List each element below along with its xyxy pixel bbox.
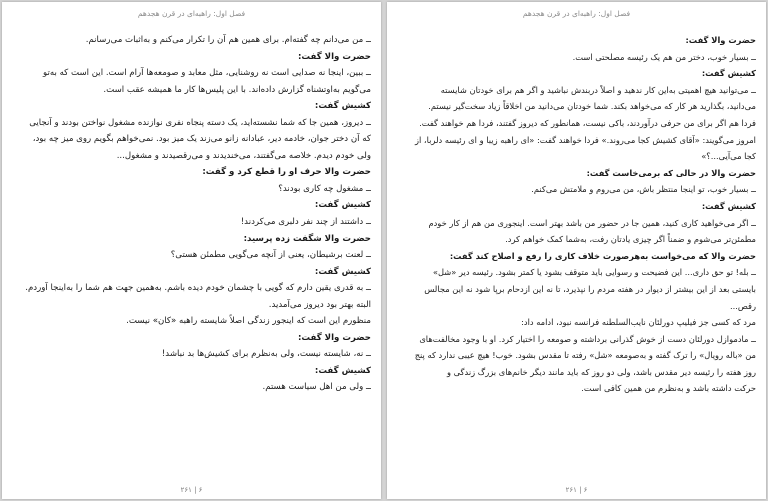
right-page xyxy=(387,2,766,499)
text-line: ــ به قدری یقین دارم که گویی با چشمان خودم دیده باشم. به‌همین جهت هم شما را به‌اینجا آوردم. xyxy=(25,283,371,294)
text-line: که آن دختر جوان، خادمه دیر، عبادانه زانو می‌زند یک میز بود. نمی‌خواهم بگویم روی میز چه بود، xyxy=(32,134,371,145)
text-line: ــ لعنت برشیطان، یعنی از آنچه می‌گویی مطمئن هستی؟ xyxy=(170,250,371,261)
page-number: ۶ | ۲۶۱ xyxy=(180,486,203,494)
page-number: ۶ | ۲۶۱ xyxy=(565,486,588,494)
text-line: ــ ببین، اینجا نه صدایی است نه روشنایی، مثل معابد و صومعه‌ها آرام است. این است که به‌تو xyxy=(43,68,371,79)
text-line: ــ من می‌دانم چه گفته‌ام. برای همین هم آن را تکرار می‌کنم و به‌اثبات می‌رسانم. xyxy=(85,35,371,45)
text-line: ــ بله! تو حق داری... این فضیحت و رسوایی باید متوقف بشود یا کمتر بشود. رئیسه دیر «شل» xyxy=(432,267,756,278)
speaker-line: حضرت والا شگفت زده پرسید: xyxy=(243,233,371,244)
text-line: ــ داشتند از چند نفر دلبری می‌کردند! xyxy=(240,217,371,228)
speaker-line: حضرت والا گفت: xyxy=(297,51,371,62)
running-head: فصل اول: راهبه‌ای در قرن هجدهم xyxy=(137,9,246,18)
text-line: ــ مادموازل دورلئان دست از خوش گذرانی برداشته و صومعه را اختیار کرد. او با وجود مخالفت‌های xyxy=(419,333,756,344)
text-line: ــ بسیار خوب، تو اینجا منتظر باش، من می‌روم و ملامتش می‌کنم. xyxy=(531,184,756,195)
speaker-line: کشیش گفت: xyxy=(314,266,371,277)
text-line: منظورم این است که اینجور زندگی اصلاً شایسته راهبه «کان» نیست. xyxy=(126,316,371,327)
text-line: ــ نه، شایسته نیست، ولی به‌نظرم برای کشیش‌ها بد نباشد! xyxy=(161,349,371,360)
text-line: مطمئن‌تر می‌شوم و ضمناً اگر چیزی یادتان رفت، به‌شما کمک خواهم کرد. xyxy=(505,234,756,245)
speaker-line: کشیش گفت: xyxy=(314,200,371,211)
text-line: ــ ولی من اهل سیاست هستم. xyxy=(262,382,371,393)
text-line: حرکت داشته باشد و به‌نظرم من همین کافی است. xyxy=(581,383,756,394)
text-line: رقص... xyxy=(729,300,756,311)
running-head: فصل اول: راهبه‌ای در قرن هجدهم xyxy=(522,9,631,18)
text-line: ــ اگر می‌خواهید کاری کنید، همین جا در حضور من باشد بهتر است. اینجوری من هم از کار خودم xyxy=(428,217,756,228)
text-line: روز هفته را رئیسه دیر مقدس باشد، ولی دو روز که باید مانند دیگر خانم‌های بزرگ زندگی و xyxy=(446,366,756,377)
text-line: می‌دانید، بگذارید هر کار که می‌خواهد بکند. شما خودتان می‌دانید من اخلاقاً زیاد سخت‌گیر نیستم. xyxy=(428,101,756,112)
speaker-line: کشیش گفت: xyxy=(701,200,756,211)
page-body-text xyxy=(399,32,756,397)
speaker-line: حضرت والا حرف او را قطع کرد و گفت: xyxy=(202,167,371,178)
speaker-line: حضرت والا گفت: xyxy=(297,332,371,343)
speaker-line: کشیش گفت: xyxy=(314,365,371,376)
text-line: بایستی بعد از این بیشتر از دیوار در هفته مردم را نپذیرد، تا نه این ازدحام برپا شود نه این مجالس xyxy=(424,283,756,294)
speaker-line: حضرت والا که می‌خواست به‌هرصورت خلاف کاری را رفع و اصلاح کند گفت: xyxy=(449,250,756,261)
speaker-line: حضرت والا گفت: xyxy=(685,35,756,45)
text-line: ــ بسیار خوب، دختر من هم یک رئیسه مصلحتی است. xyxy=(572,51,756,62)
text-line: مرد که کسی جز فیلیپ دورلئان نایب‌السلطنه فرانسه نبود، ادامه داد: xyxy=(521,317,756,328)
text-line: می‌گویم به‌اوتشناه گزارش داده‌اند. با این پلیس‌ها کار ما همیشه عقب است. xyxy=(103,84,371,95)
text-line: ــ می‌توانید هیچ اهمیتی به‌این کار ندهید و اصلاً دربندش نباشید و اگر هم برای خودتان شایسته xyxy=(440,84,756,95)
speaker-line: کشیش گفت: xyxy=(701,68,756,79)
text-line: ــ دیروز، همین جا که شما نشسته‌اید، یک دسته پنجاه نفری نوازنده مشغول نواختن بودند و آنجایی xyxy=(29,117,371,128)
text-line: من «باله رویال» را ترک گفته و به‌صومعه «شل» رفته تا مقدس بشود. خوب! هیچ عیبی ندارد که پنج xyxy=(414,350,756,361)
text-line: ــ مشغول چه کاری بودند؟ xyxy=(278,183,371,194)
speaker-line: حضرت والا در حالی که برمی‌خاست گفت: xyxy=(586,167,756,178)
text-line: کجا می‌آیی...؟» xyxy=(701,151,756,162)
page-body-text xyxy=(14,32,371,396)
text-line: البته بهتر بود دیروز می‌آمدید. xyxy=(268,299,371,310)
speaker-line: کشیش گفت: xyxy=(314,101,371,112)
left-page xyxy=(2,2,381,499)
text-line: فردا هم اگر برای من حرفی درآوردند، باکی نیست، همانطور که دیروز گفتند، فردا هم خواهند گفت. xyxy=(419,117,756,128)
text-line: ولی خودم دیدم. خلاصه می‌گفتند، می‌خندیدند و می‌رقصیدند و مشغول... xyxy=(116,150,371,161)
text-line: امروز می‌گویند: «آقای کشیش کجا می‌روند.» فردا خواهند گفت: «ای راهبه زیبا و ای رئیسه دلربا، از xyxy=(414,134,756,145)
